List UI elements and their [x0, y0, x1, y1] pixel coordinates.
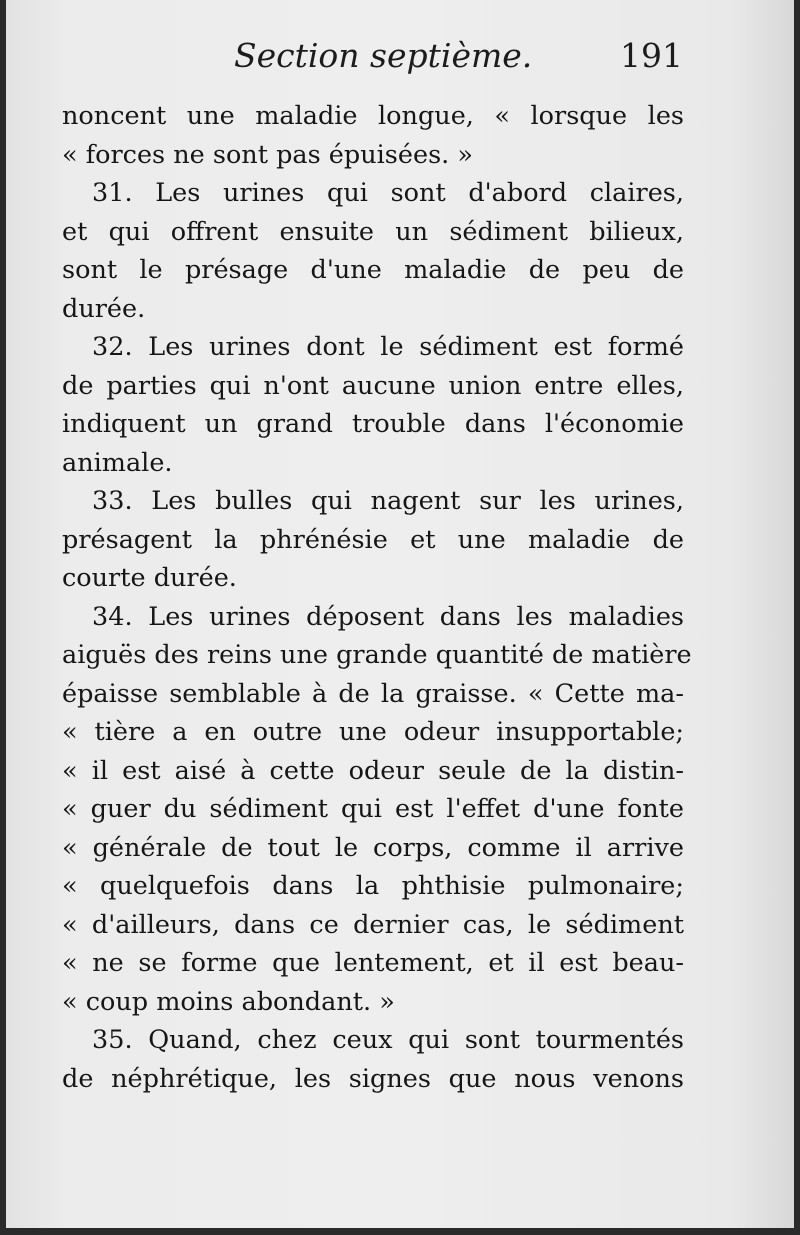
text-line: de néphrétique, les signes que nous venons [62, 1063, 684, 1094]
text-line: 32. Les urines dont le sédiment est formé [92, 332, 684, 362]
text-line: courte durée. [62, 563, 237, 593]
running-head [6, 36, 794, 76]
text-line: de parties qui n'ont aucune union entre elles, [62, 370, 684, 401]
text-line: aiguës des reins une grande quantité de matière [62, 640, 692, 670]
text-line: « d'ailleurs, dans ce dernier cas, le sédiment [62, 909, 684, 940]
text-line: durée. [62, 293, 146, 324]
text-line: « guer du sédiment qui est l'effet d'une fonte [62, 794, 684, 824]
text-line: sont le présage d'une maladie de peu de [62, 255, 684, 285]
text-line: 35. Quand, chez ceux qui sont tourmentés [92, 1025, 684, 1055]
text-line: « coup moins abondant. » [62, 986, 395, 1017]
text-line: animale. [62, 447, 173, 478]
text-line: 33. Les bulles qui nagent sur les urines, [92, 486, 684, 516]
text-line: « tière a en outre une odeur insupportable; [62, 717, 684, 747]
text-line: « générale de tout le corps, comme il arrive [62, 832, 684, 863]
body-text [62, 97, 692, 1098]
text-line: indiquent un grand trouble dans l'économie [62, 409, 684, 439]
text-line: « forces ne sont pas épuisées. » [62, 139, 473, 170]
text-line: noncent une maladie longue, « lorsque les [62, 101, 684, 131]
section-title: Section septième. [234, 36, 533, 75]
text-line: « ne se forme que lentement, et il est beau- [62, 948, 684, 978]
text-line: épaisse semblable à de la graisse. « Cette ma- [62, 678, 684, 709]
text-line: « il est aisé à cette odeur seule de la distin- [62, 755, 684, 786]
book-page [6, 0, 794, 1228]
text-line: et qui offrent ensuite un sédiment bilieux, [62, 216, 684, 247]
text-line: « quelquefois dans la phthisie pulmonaire; [62, 871, 684, 901]
text-line: 31. Les urines qui sont d'abord claires, [92, 178, 684, 208]
page-number: 191 [620, 36, 683, 75]
text-line: présagent la phrénésie et une maladie de [62, 524, 684, 555]
text-line: 34. Les urines déposent dans les maladies [92, 601, 684, 632]
